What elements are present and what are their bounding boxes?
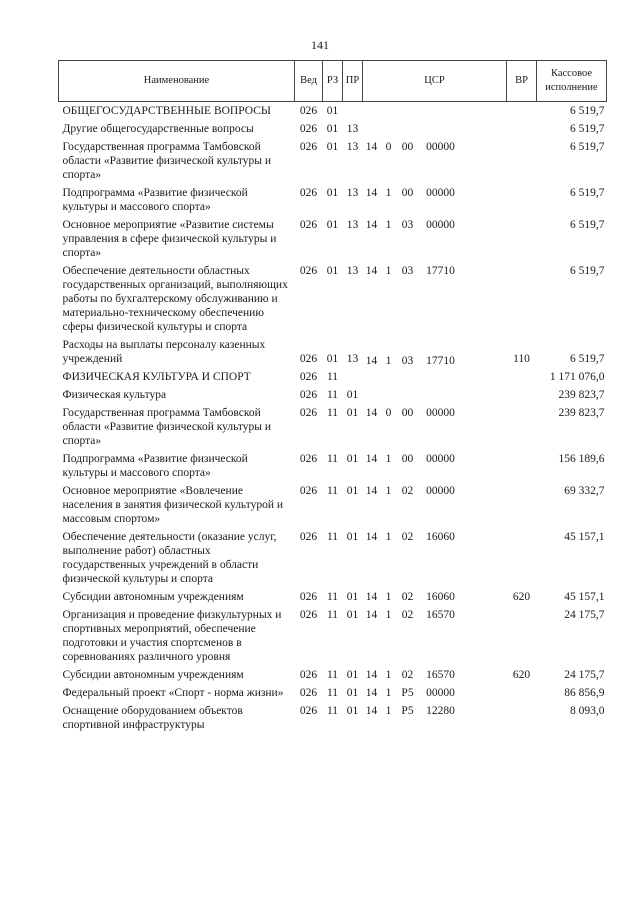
row-ved: 026 (299, 705, 318, 717)
row-vr (507, 102, 537, 121)
page-number: 141 (311, 38, 329, 52)
row-ved: 026 (299, 353, 318, 365)
table-row (59, 262, 607, 336)
row-vr: 620 (512, 669, 531, 681)
header-ved: Вед (295, 61, 323, 102)
table-row (59, 666, 607, 684)
row-pr: 13 (346, 219, 359, 231)
row-ved: 026 (299, 187, 318, 199)
csr-direction: 00000 (426, 187, 455, 199)
row-name: Государственная программа Тамбовской области «Развитие физической культуры и спорта» (62, 407, 272, 447)
row-rz: 11 (326, 705, 339, 717)
row-name: Оснащение оборудованием объектов спортивной инфраструктуры (62, 705, 243, 731)
csr-program: 14 (365, 485, 378, 497)
csr-measure: 03 (401, 355, 414, 367)
csr-direction: 12280 (426, 705, 455, 717)
row-csr (363, 404, 507, 450)
row-csr (363, 702, 507, 734)
csr-subprogram: 1 (385, 485, 392, 497)
row-vr (507, 216, 537, 262)
header-rz: РЗ (323, 61, 343, 102)
row-amount: 6 519,7 (570, 123, 605, 135)
row-amount: 24 175,7 (564, 669, 605, 681)
csr-measure: 03 (401, 219, 414, 231)
budget-table (58, 60, 607, 734)
row-rz: 11 (326, 371, 339, 383)
row-pr: 13 (346, 187, 359, 199)
csr-direction: 16570 (426, 669, 455, 681)
header-vr: ВР (507, 61, 537, 102)
csr-measure: 02 (401, 591, 414, 603)
row-rz: 11 (326, 669, 339, 681)
row-csr (363, 368, 507, 386)
row-pr: 01 (346, 389, 359, 401)
row-pr: 01 (346, 591, 359, 603)
row-pr: 01 (346, 531, 359, 543)
csr-measure: 02 (401, 531, 414, 543)
table-row (59, 386, 607, 404)
csr-direction: 16060 (426, 591, 455, 603)
header-csr: ЦСР (363, 61, 507, 102)
row-rz: 11 (326, 485, 339, 497)
csr-subprogram: 0 (385, 141, 392, 153)
header-amount: Кассовое исполнение (537, 61, 607, 102)
header-pr: ПР (343, 61, 363, 102)
row-vr: 620 (512, 591, 531, 603)
table-row (59, 588, 607, 606)
row-ved: 026 (299, 219, 318, 231)
csr-program: 14 (365, 669, 378, 681)
row-vr (507, 606, 537, 666)
row-ved: 026 (299, 407, 318, 419)
row-csr (363, 588, 507, 606)
row-rz: 01 (326, 187, 339, 199)
csr-program: 14 (365, 687, 378, 699)
csr-program: 14 (365, 591, 378, 603)
row-vr (507, 184, 537, 216)
csr-direction: 00000 (426, 219, 455, 231)
table-row (59, 404, 607, 450)
row-rz: 01 (326, 219, 339, 231)
table-row (59, 450, 607, 482)
row-rz: 11 (326, 609, 339, 621)
row-amount: 1 171 076,0 (549, 371, 605, 383)
row-amount: 8 093,0 (570, 705, 605, 717)
csr-program: 14 (365, 453, 378, 465)
row-amount: 45 157,1 (564, 531, 605, 543)
csr-direction: 00000 (426, 141, 455, 153)
row-csr (363, 120, 507, 138)
csr-subprogram: 1 (385, 669, 392, 681)
row-name: Федеральный проект «Спорт - норма жизни» (62, 687, 284, 699)
csr-program: 14 (365, 219, 378, 231)
csr-direction: 17710 (426, 265, 455, 277)
row-name: Физическая культура (62, 389, 167, 401)
row-pr: 01 (346, 609, 359, 621)
row-pr: 13 (346, 141, 359, 153)
row-name: Основное мероприятие «Вовлечение населения в занятия физической культурой и массовым спортом» (62, 485, 284, 525)
csr-subprogram: 1 (385, 219, 392, 231)
row-pr: 01 (346, 669, 359, 681)
row-vr (507, 368, 537, 386)
row-vr (507, 482, 537, 528)
table-row (59, 120, 607, 138)
csr-direction: 00000 (426, 407, 455, 419)
row-amount: 69 332,7 (564, 485, 605, 497)
csr-subprogram: 1 (385, 355, 392, 367)
row-amount: 6 519,7 (570, 219, 605, 231)
row-name: Другие общегосударственные вопросы (62, 123, 254, 135)
row-rz: 11 (326, 687, 339, 699)
csr-program: 14 (365, 531, 378, 543)
table-header-row (59, 61, 607, 102)
table-row (59, 482, 607, 528)
row-pr: 13 (346, 265, 359, 277)
row-name: Подпрограмма «Развитие физической культуры и массового спорта» (62, 187, 248, 213)
row-ved: 026 (299, 105, 318, 117)
csr-measure: 02 (401, 669, 414, 681)
row-rz: 01 (326, 105, 339, 117)
csr-program: 14 (365, 141, 378, 153)
row-ved: 026 (299, 591, 318, 603)
row-vr (507, 138, 537, 184)
row-amount: 6 519,7 (570, 265, 605, 277)
csr-program: 14 (365, 355, 378, 367)
row-name: Государственная программа Тамбовской области «Развитие физической культуры и спорта» (62, 141, 272, 181)
row-amount: 6 519,7 (570, 141, 605, 153)
csr-measure: 00 (401, 187, 414, 199)
row-name: Обеспечение деятельности (оказание услуг, выполнение работ) областных государственных учреждений в области физической культуры и спорта (62, 531, 277, 585)
row-vr (507, 386, 537, 404)
row-vr: 110 (513, 353, 530, 365)
row-name: ФИЗИЧЕСКАЯ КУЛЬТУРА И СПОРТ (62, 371, 251, 383)
row-name: Основное мероприятие «Развитие системы управления в сфере физической культуры и спорта» (62, 219, 277, 259)
row-csr (363, 450, 507, 482)
csr-measure: 00 (401, 141, 414, 153)
row-amount: 24 175,7 (564, 609, 605, 621)
csr-measure: 03 (401, 265, 414, 277)
row-rz: 11 (326, 531, 339, 543)
row-ved: 026 (299, 123, 318, 135)
row-csr (363, 528, 507, 588)
row-csr (363, 386, 507, 404)
csr-program: 14 (365, 705, 378, 717)
csr-program: 14 (365, 407, 378, 419)
row-rz: 11 (326, 389, 339, 401)
row-pr: 13 (346, 353, 359, 365)
csr-measure: 02 (401, 485, 414, 497)
row-ved: 026 (299, 669, 318, 681)
row-csr (363, 666, 507, 684)
table-row (59, 528, 607, 588)
row-name: Расходы на выплаты персоналу казенных учреждений (62, 339, 266, 365)
row-pr: 13 (346, 123, 359, 135)
header-name: Наименование (59, 61, 295, 102)
csr-measure: P5 (401, 705, 414, 717)
row-csr (363, 482, 507, 528)
row-amount: 239 823,7 (558, 389, 605, 401)
table-row (59, 368, 607, 386)
row-csr (363, 336, 507, 368)
csr-direction: 16570 (426, 609, 455, 621)
table-row (59, 606, 607, 666)
table-row (59, 184, 607, 216)
row-csr (363, 606, 507, 666)
csr-program: 14 (365, 609, 378, 621)
csr-subprogram: 1 (385, 265, 392, 277)
row-name: Подпрограмма «Развитие физической культуры и массового спорта» (62, 453, 248, 479)
row-rz: 01 (326, 265, 339, 277)
csr-subprogram: 1 (385, 453, 392, 465)
table-row (59, 216, 607, 262)
row-csr (363, 216, 507, 262)
row-rz: 01 (326, 141, 339, 153)
row-rz: 11 (326, 407, 339, 419)
csr-direction: 00000 (426, 453, 455, 465)
row-ved: 026 (299, 141, 318, 153)
csr-measure: P5 (401, 687, 414, 699)
csr-measure: 02 (401, 609, 414, 621)
row-amount: 45 157,1 (564, 591, 605, 603)
row-vr (507, 450, 537, 482)
row-rz: 01 (326, 123, 339, 135)
csr-program: 14 (365, 265, 378, 277)
table-row (59, 336, 607, 368)
row-name: ОБЩЕГОСУДАРСТВЕННЫЕ ВОПРОСЫ (62, 105, 271, 117)
table-row (59, 102, 607, 121)
row-pr: 01 (346, 705, 359, 717)
row-vr (507, 262, 537, 336)
row-csr (363, 184, 507, 216)
row-rz: 11 (326, 453, 339, 465)
row-vr (507, 120, 537, 138)
csr-subprogram: 1 (385, 531, 392, 543)
csr-measure: 00 (401, 407, 414, 419)
row-vr (507, 684, 537, 702)
csr-direction: 17710 (426, 355, 455, 367)
row-name: Субсидии автономным учреждениям (62, 669, 244, 681)
row-pr: 01 (346, 453, 359, 465)
row-name: Организация и проведение физкультурных и спортивных мероприятий, обеспечение подготовки и участия спортсменов в соревнованиях различного уровня (62, 609, 282, 663)
row-csr (363, 138, 507, 184)
row-ved: 026 (299, 609, 318, 621)
row-rz: 01 (326, 353, 339, 365)
table-row (59, 138, 607, 184)
row-rz: 11 (326, 591, 339, 603)
row-pr: 01 (346, 407, 359, 419)
row-ved: 026 (299, 453, 318, 465)
table-row (59, 702, 607, 734)
table-row (59, 684, 607, 702)
csr-subprogram: 1 (385, 187, 392, 199)
row-amount: 86 856,9 (564, 687, 605, 699)
row-name: Субсидии автономным учреждениям (62, 591, 244, 603)
csr-subprogram: 1 (385, 591, 392, 603)
row-vr (507, 702, 537, 734)
row-vr (507, 404, 537, 450)
csr-subprogram: 0 (385, 407, 392, 419)
row-amount: 239 823,7 (558, 407, 605, 419)
row-amount: 6 519,7 (570, 187, 605, 199)
row-ved: 026 (299, 485, 318, 497)
row-amount: 156 189,6 (558, 453, 605, 465)
row-pr: 01 (346, 687, 359, 699)
csr-direction: 00000 (426, 687, 455, 699)
row-amount: 6 519,7 (570, 353, 605, 365)
row-csr (363, 102, 507, 121)
row-vr (507, 528, 537, 588)
row-csr (363, 262, 507, 336)
csr-program: 14 (365, 187, 378, 199)
row-ved: 026 (299, 265, 318, 277)
csr-subprogram: 1 (385, 609, 392, 621)
csr-subprogram: 1 (385, 705, 392, 717)
csr-measure: 00 (401, 453, 414, 465)
row-ved: 026 (299, 687, 318, 699)
csr-subprogram: 1 (385, 687, 392, 699)
csr-direction: 16060 (426, 531, 455, 543)
row-pr (343, 102, 363, 121)
csr-direction: 00000 (426, 485, 455, 497)
row-ved: 026 (299, 371, 318, 383)
row-csr (363, 684, 507, 702)
row-name: Обеспечение деятельности областных государственных организаций, выполняющих работы по бухгалтерскому обслуживанию и материально-техническому обеспечению сферы физической культуры и спорта (62, 265, 288, 333)
row-ved: 026 (299, 531, 318, 543)
row-ved: 026 (299, 389, 318, 401)
row-pr: 01 (346, 485, 359, 497)
row-pr (343, 368, 363, 386)
row-amount: 6 519,7 (570, 105, 605, 117)
